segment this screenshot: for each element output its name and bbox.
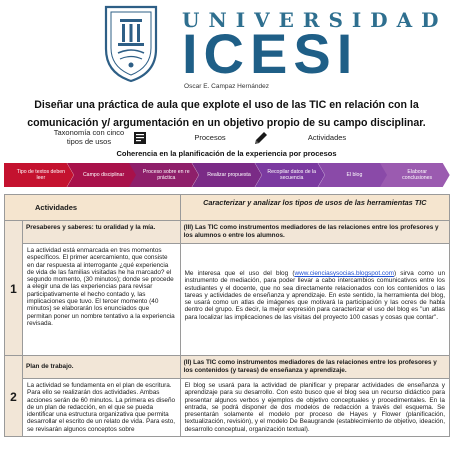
process-step-label: Proceso sobre en re práctica [142,169,190,181]
activity-description: La actividad está enmarcada en tres momentos específicos. El primer acercamiento, que consiste en dar respuesta al interrogante ¿qué experiencia de vida de las familias visitadas he ha marcado? el segundo momento, (30 minutos); donde se procede a elegir una de las experiencias para revisar participativamente el hecho contado y, las implicaciones que tuvo. El tercer momento (40 minutos) se elaborarán los enunciados que permitan poner un nombre tentativo a la experiencia revisada. [22,244,180,356]
concepts-row [0,128,453,148]
author-name: Oscar E. Campaz Hernández [184,83,269,90]
university-seal-logo [100,3,162,83]
concept-activities: Actividades [307,133,347,142]
blog-link[interactable]: www.cienciasysocias.blogspot.com [294,270,394,277]
table-row [5,244,450,356]
activities-table [4,194,450,437]
process-step-label: Elaborar conclusiones [402,169,433,181]
process-step-label: Campo disciplinar [82,172,125,178]
header-tic-uses: Caracterizar y analizar los tipos de usos de las herramientas TIC [180,195,449,221]
process-step-label: El blog [346,172,363,178]
process-step-label: Tipo de textos deben leer [16,169,65,181]
table-row [5,379,450,437]
header [0,0,453,92]
table-row [5,356,450,379]
process-step-label: Recopilar datos de la secuencia [267,169,317,181]
activity-title: Plan de trabajo. [22,356,180,379]
header-activities: Actividades [5,195,181,221]
process-step-label: Realizar propuesta [207,172,251,178]
activity-title: Presaberes y saberes: tu oralidad y la mía. [22,221,180,244]
table-header-row [5,195,450,221]
process-flow [4,163,450,187]
blog-text-after-link: ) sirva como un instrumento de mediación, para poder llevar a cabo intercambios comunicativos entre los estudiantes y el docente, que no sea directamente relacionados con los contenidos o las tareas y actividades de enseñanza y aprendizaje. En este sentido, la herramienta del blog, se usará como un atlas de imágenes que motivará la participación y las ocres de habla dentro del grupo. Es decir, la mejor expresión para caracterizar el uso del blog es "un atlas para localizar las implicaciones de las visitas del proyecto 100 casas y cosas que contar". [184,270,445,321]
pencil-icon [253,130,269,146]
concept-processes: Procesos [194,133,226,142]
book-icon [133,131,147,145]
coherence-subtitle: Coherencia en la planificación de la experiencia por procesos [116,149,337,158]
page-title: Diseñar una práctica de aula que explote el uso de las TIC en relación con la comunicación y/ argumentación en un objetivo propio de su campo disciplinar. [27,99,426,129]
table-row [5,221,450,244]
brand-wordmark: ICESI [182,22,359,85]
concept-taxonomy: Taxonomía con cinco tipos de usos [53,128,125,146]
blog-text-before-link: Me interesa que el uso del blog ( [184,270,295,277]
row-number: 2 [5,356,23,437]
university-wordmark: UNIVERSIDAD [182,8,448,32]
tic-use-description: El blog se usará para la actividad de planificar y preparar actividades de enseñanza y aprendizaje para su desarrollo. Con esto busco que el blog sea un recurso didáctico para presentar algunos verbos y ejemplos de objetivo conceptuales y procedimentales. En la entrada, se podrá disponer de dos modelos de redacción a través del esquema. Se presentarán solamente el modelo por proceso de Hayes y Flower (planificación, textualización, revisión), y el modelo De Beaugrande (establecimiento de objetivo, ideación, desarrollo conceptual, organización textual). [180,379,449,437]
tic-use-description [180,244,449,356]
tic-use-title: (II) Las TIC como instrumentos mediadores de las relaciones entre los profesores y los contenidos (y tareas) de enseñanza y aprendizaje. [180,356,449,379]
tic-use-title: (III) Las TIC como instrumentos mediadores de las relaciones entre los profesores y los alumnos o entre los alumnos. [180,221,449,244]
activity-description: La actividad se fundamenta en el plan de escritura. Para ello se realizarán dos actividades. Ambas acciones serán de 60 minutos. La primera es diseño de un plan de redacción, en el que se pueda identificar una estructura organizativa que permita desarrollar el escrito de un relato de vida. Para esto, se revisarán algunos conceptos sobre [22,379,180,437]
row-number: 1 [5,221,23,356]
